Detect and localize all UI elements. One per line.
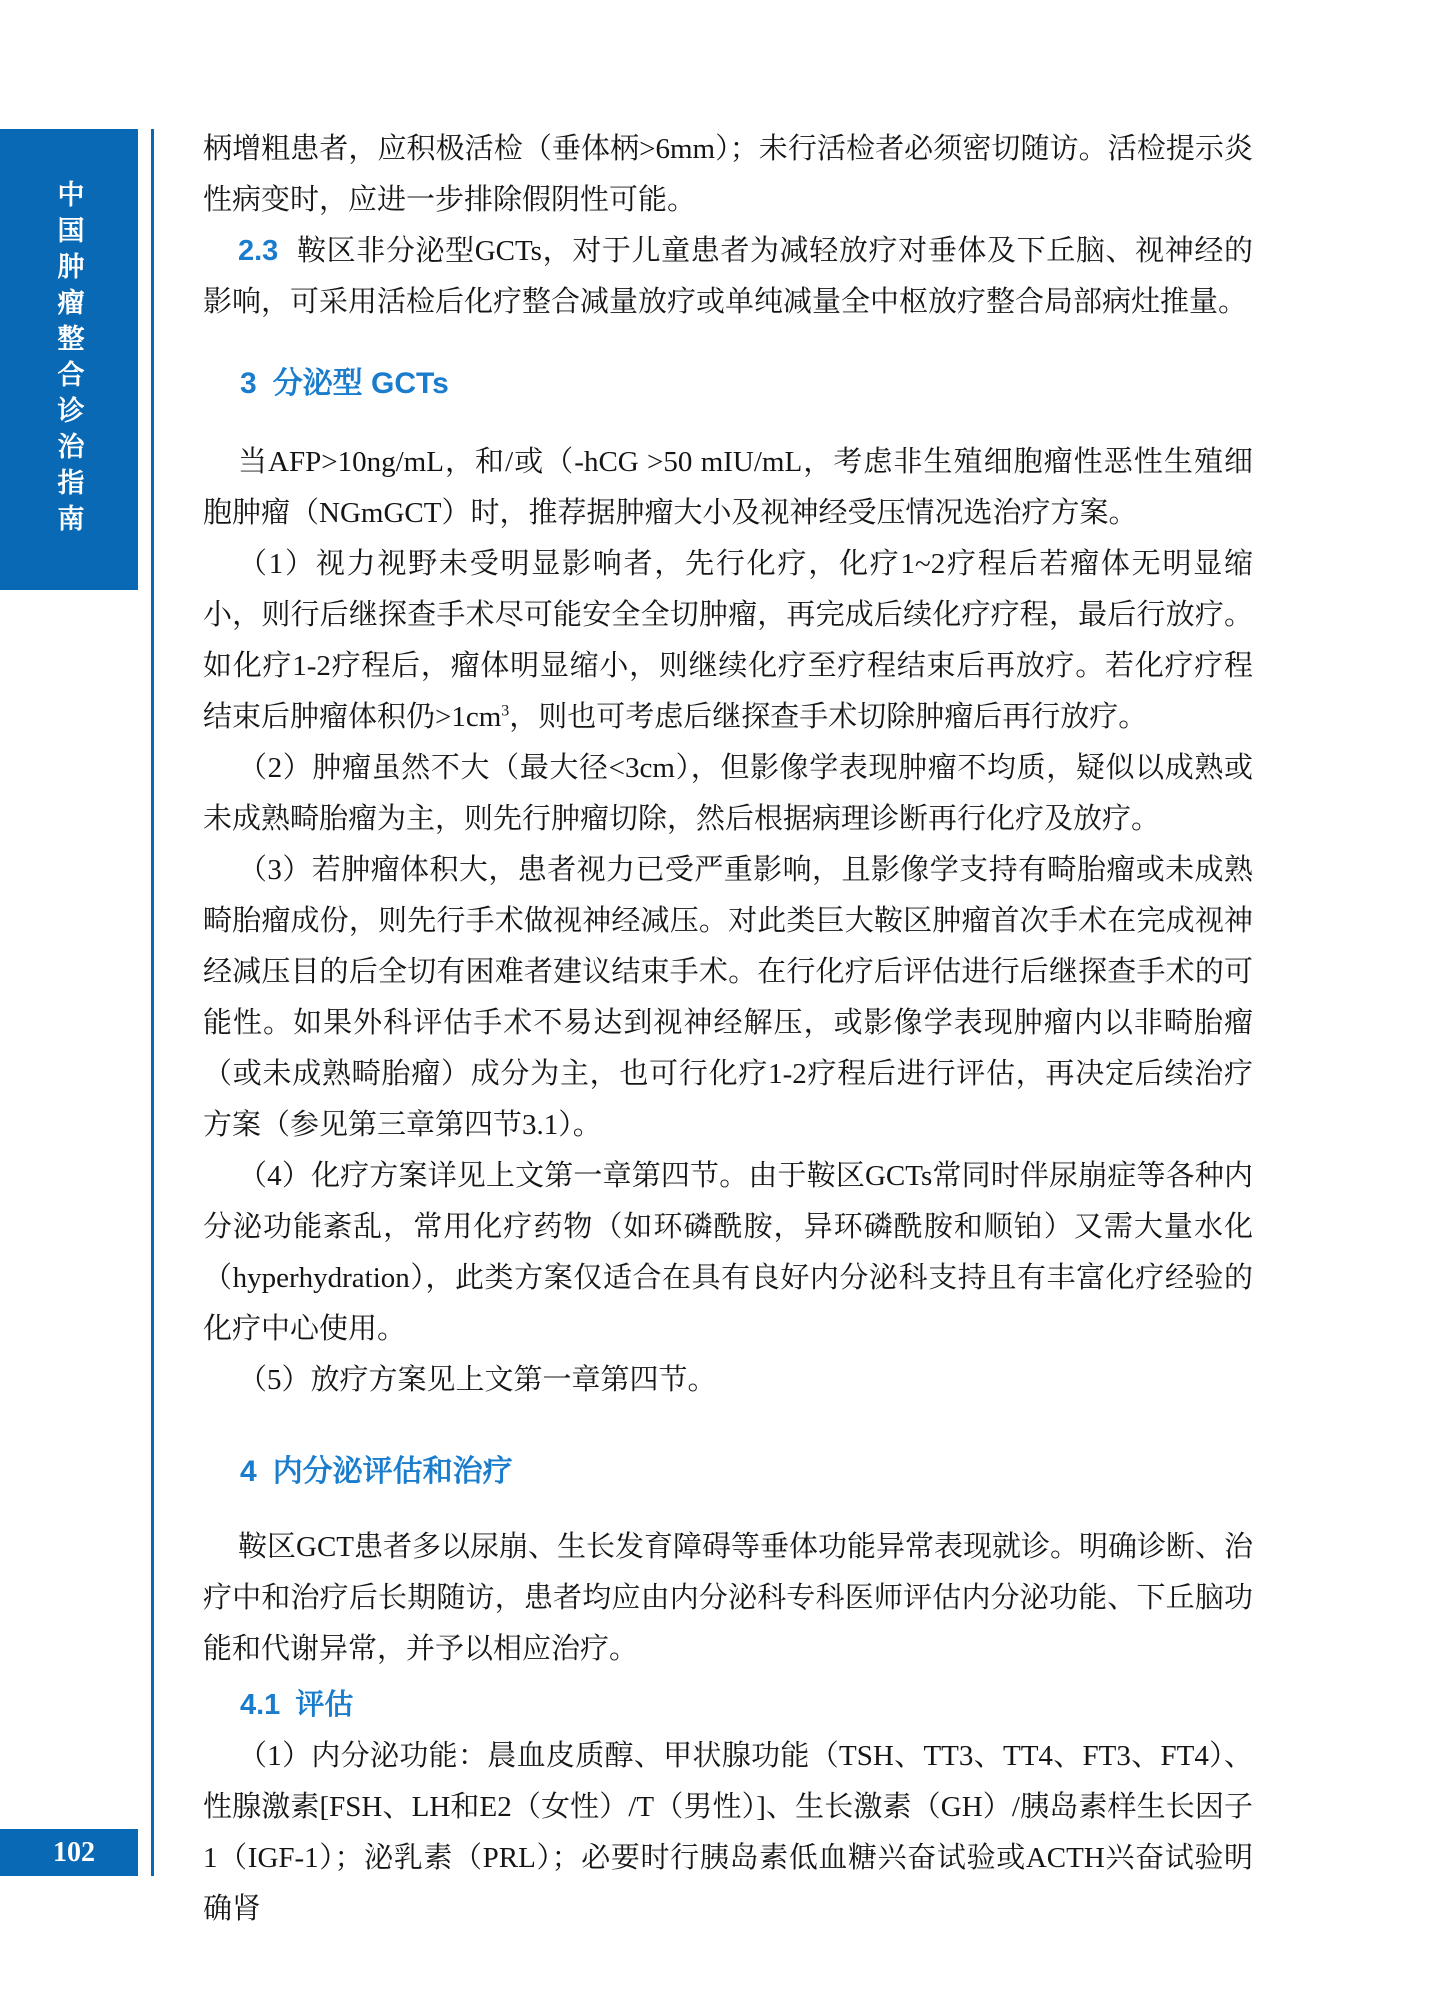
paragraph-section-2-3: [203, 226, 1253, 328]
paragraph-item-1-text-a: （1）视力视野未受明显影响者，先行化疗，化疗1~2疗程后若瘤体无明显缩小，则行后继探查手术尽可能安全全切肿瘤，再完成后续化疗疗程，最后行放疗。如化疗1-2疗程后，瘤体明显缩小，则继续化疗至疗程结束后再放疗。若化疗疗程结束后肿瘤体积仍>1cm: [203, 548, 1253, 733]
paragraph-afp-criteria: 当AFP>10ng/mL，和/或（-hCG >50 mIU/mL，考虑非生殖细胞瘤性恶性生殖细胞肿瘤（NGmGCT）时，推荐据肿瘤大小及视神经受压情况选治疗方案。: [203, 446, 1253, 529]
paragraph-item-1-text-b: ，则也可考虑后继探查手术切除肿瘤后再行放疗。: [509, 701, 1148, 733]
heading-section-4: [240, 1446, 1253, 1497]
heading-section-3: [240, 358, 1253, 409]
paragraph-endocrine-assessment: （1）内分泌功能：晨血皮质醇、甲状腺功能（TSH、TT3、TT4、FT3、FT4）、性腺激素[FSH、LH和E2（女性）/T（男性）]、生长激素（GH）/胰岛素样生长因子1（IGF-1）；泌乳素（PRL）；必要时行胰岛素低血糖兴奋试验或ACTH兴奋试验明确肾: [203, 1740, 1253, 1925]
heading-section-4-1: [240, 1680, 1253, 1731]
paragraph-gct-presentation: 鞍区GCT患者多以尿崩、生长发育障碍等垂体功能异常表现就诊。明确诊断、治疗中和治疗后长期随访，患者均应由内分泌科专科医师评估内分泌功能、下丘脑功能和代谢异常，并予以相应治疗。: [203, 1531, 1254, 1665]
paragraph-continuation: 柄增粗患者，应积极活检（垂体柄>6mm）；未行活检者必须密切随访。活检提示炎性病变时，应进一步排除假阴性可能。: [203, 133, 1253, 216]
sidebar-band: [0, 129, 138, 590]
heading-3-title: 分泌型 GCTs: [272, 367, 449, 400]
heading-4-1-number: 4.1: [240, 1689, 281, 1721]
superscript-3: 3: [501, 702, 510, 720]
page-number-badge: [0, 1829, 138, 1876]
section-2-3-number: 2.3: [238, 235, 279, 267]
page-number: 102: [53, 1836, 95, 1868]
paragraph-item-5: （5）放疗方案见上文第一章第四节。: [238, 1364, 717, 1396]
main-content: [203, 124, 1253, 1935]
heading-3-number: 3: [240, 367, 257, 400]
paragraph-item-2: （2）肿瘤虽然不大（最大径<3cm），但影像学表现肿瘤不均质，疑似以成熟或未成熟畸胎瘤为主，则先行肿瘤切除，然后根据病理诊断再行化疗及放疗。: [203, 752, 1253, 835]
heading-4-1-title: 评估: [295, 1689, 354, 1721]
paragraph-item-1: [203, 539, 1253, 743]
sidebar-rule: [151, 129, 154, 1876]
paragraph-item-3: （3）若肿瘤体积大，患者视力已受严重影响，且影像学支持有畸胎瘤或未成熟畸胎瘤成份，则先行手术做视神经减压。对此类巨大鞍区肿瘤首次手术在完成视神经减压目的后全切有困难者建议结束手术。在行化疗后评估进行后继探查手术的可能性。如果外科评估手术不易达到视神经解压，或影像学表现肿瘤内以非畸胎瘤（或未成熟畸胎瘤）成分为主，也可行化疗1-2疗程后进行评估，再决定后续治疗方案（参见第三章第四节3.1）。: [203, 854, 1253, 1141]
heading-4-number: 4: [240, 1455, 257, 1488]
paragraph-item-4: （4）化疗方案详见上文第一章第四节。由于鞍区GCTs常同时伴尿崩症等各种内分泌功能紊乱，常用化疗药物（如环磷酰胺，异环磷酰胺和顺铂）又需大量水化（hyperhydration），此类方案仅适合在具有良好内分泌科支持且有丰富化疗经验的化疗中心使用。: [203, 1160, 1253, 1345]
heading-4-title: 内分泌评估和治疗: [272, 1455, 513, 1488]
section-2-3-text: 鞍区非分泌型GCTs，对于儿童患者为减轻放疗对垂体及下丘脑、视神经的影响，可采用活检后化疗整合减量放疗或单纯减量全中枢放疗整合局部病灶推量。: [203, 235, 1253, 318]
sidebar-vertical-title: 中国肿瘤整合诊治指南: [53, 179, 84, 540]
